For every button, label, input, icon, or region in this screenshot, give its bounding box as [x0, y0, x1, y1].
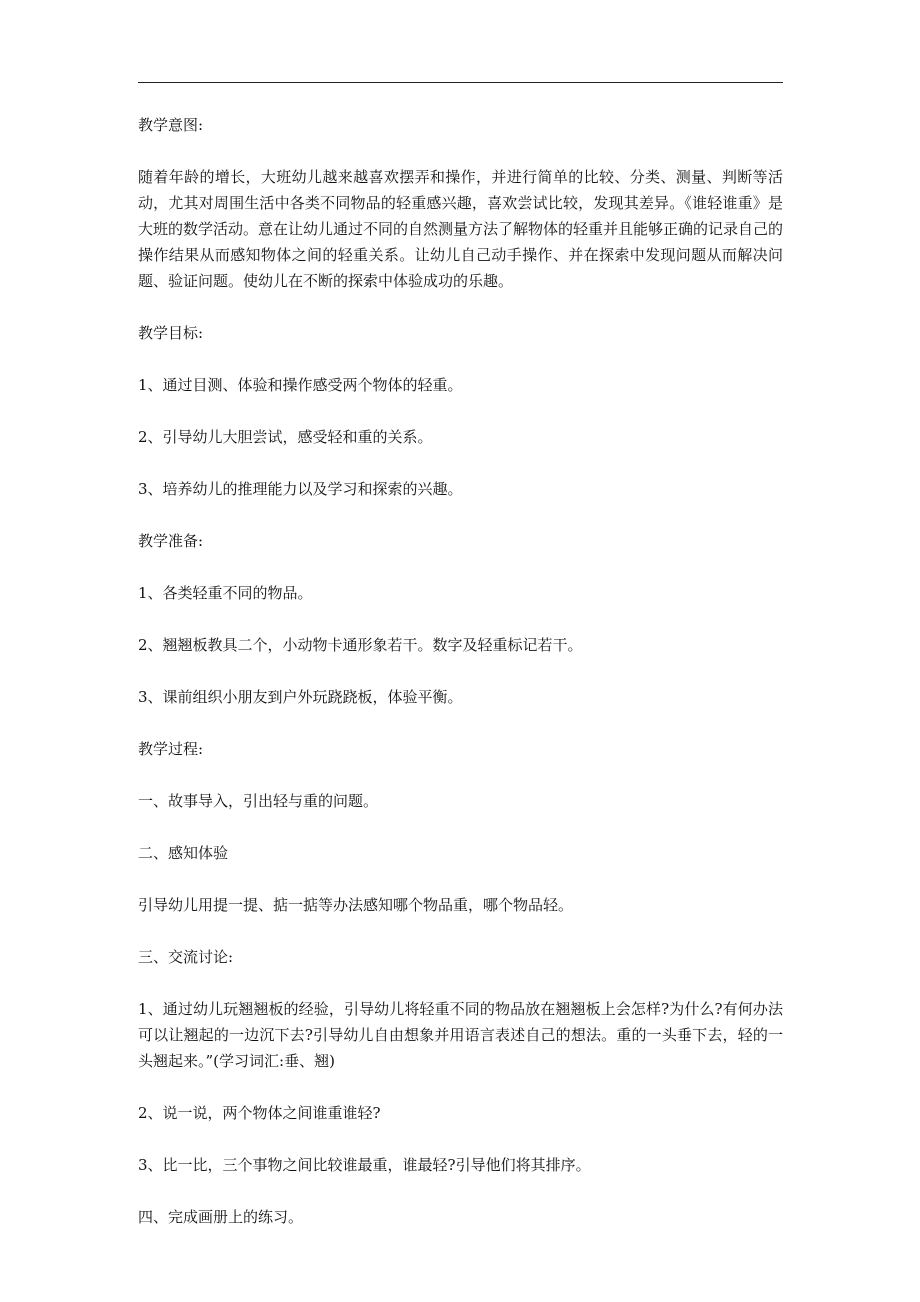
section-heading-intent: 教学意图: [138, 116, 204, 134]
section-heading-preparation: 教学准备: [138, 532, 204, 550]
goal-item-3: 3、培养幼儿的推理能力以及学习和探索的兴趣。 [138, 480, 463, 498]
process-step-1: 一、故事导入，引出轻与重的问题。 [138, 792, 379, 810]
discussion-item-3: 3、比一比，三个事物之间比较谁最重，谁最轻?引导他们将其排序。 [138, 1156, 591, 1174]
section-heading-goals: 教学目标: [138, 324, 204, 342]
goal-item-1: 1、通过目测、体验和操作感受两个物体的轻重。 [138, 376, 463, 394]
preparation-item-1: 1、各类轻重不同的物品。 [138, 584, 313, 602]
section-heading-process: 教学过程: [138, 740, 204, 758]
goal-item-2: 2、引导幼儿大胆尝试，感受轻和重的关系。 [138, 428, 433, 446]
process-step-2-detail: 引导幼儿用提一提、掂一掂等办法感知哪个物品重，哪个物品轻。 [138, 896, 574, 914]
process-step-4: 四、完成画册上的练习。 [138, 1208, 304, 1226]
preparation-item-3: 3、课前组织小朋友到户外玩跷跷板，体验平衡。 [138, 688, 463, 706]
intent-paragraph: 随着年龄的增长，大班幼儿越来越喜欢摆弄和操作，并进行简单的比较、分类、测量、判断等活动，尤其对周围生活中各类不同物品的轻重感兴趣，喜欢尝试比较，发现其差异。《谁轻谁重》是大班的数学活动。意在让幼儿通过不同的自然测量方法了解物体的轻重并且能够正确的记录自己的操作结果从而感知物体之间的轻重关系。让幼儿自己动手操作、并在探索中发现问题从而解决问题、验证问题。使幼儿在不断的探索中体验成功的乐趣。 [138, 168, 784, 290]
discussion-item-2: 2、说一说，两个物体之间谁重谁轻? [138, 1104, 381, 1122]
process-step-3: 三、交流讨论: [138, 948, 234, 966]
header-rule [138, 82, 783, 83]
preparation-item-2: 2、翘翘板教具二个，小动物卡通形象若干。数字及轻重标记若干。 [138, 636, 583, 654]
process-step-2: 二、感知体验 [138, 844, 229, 862]
document-body [138, 112, 783, 1256]
discussion-item-1: 1、通过幼儿玩翘翘板的经验，引导幼儿将轻重不同的物品放在翘翘板上会怎样?为什么?有何办法可以让翘起的一边沉下去?引导幼儿自由想象并用语言表述自己的想法。重的一头垂下去，轻的一头翘起来。”(学习词汇:垂、翘) [138, 1000, 783, 1070]
